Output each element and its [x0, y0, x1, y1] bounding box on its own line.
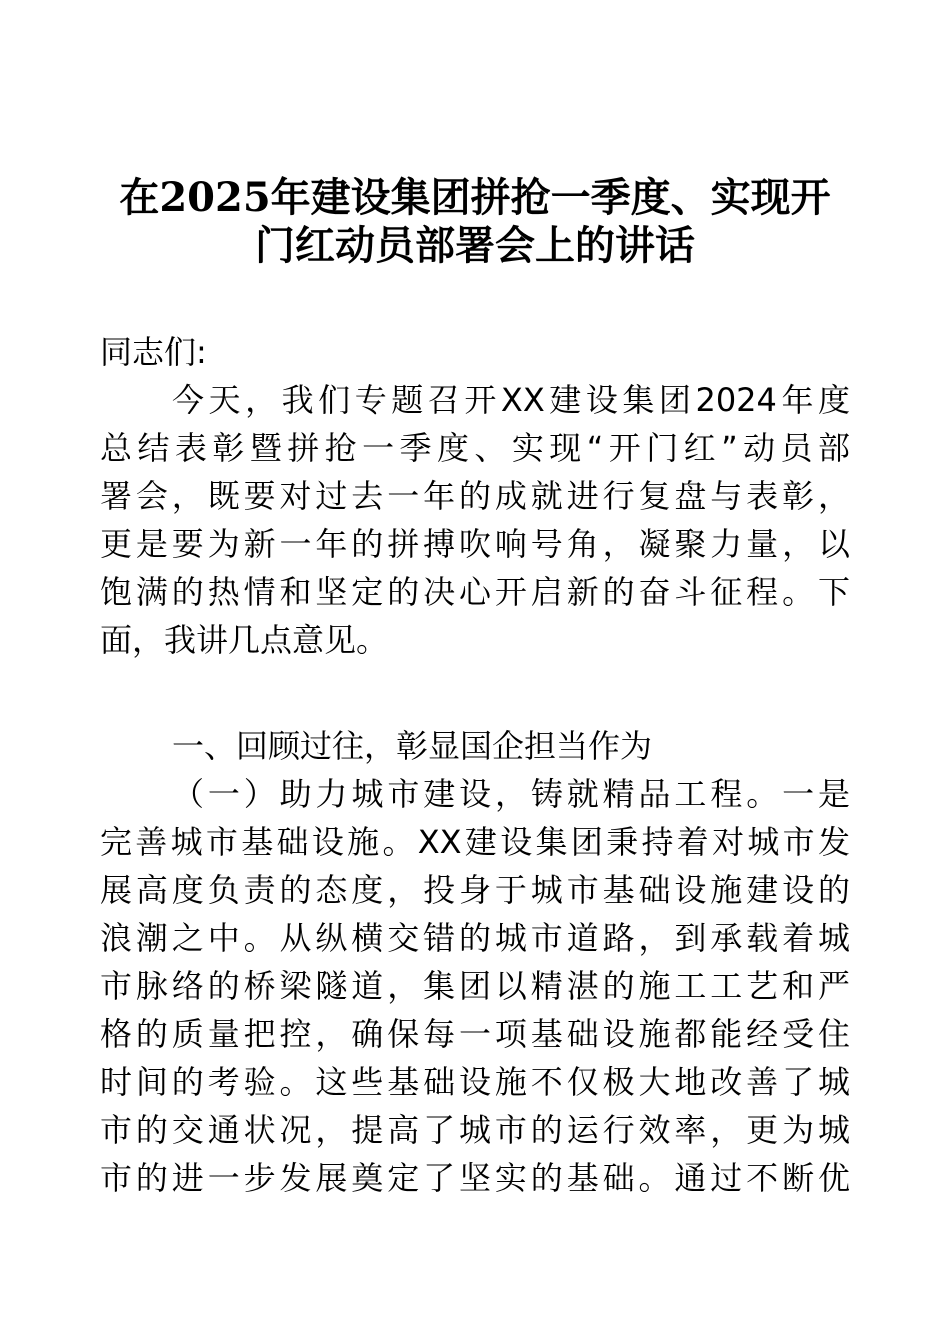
document-title-line-1: 在2025年建设集团拼抢一季度、实现开 — [119, 174, 831, 221]
intro-line-4: 更是要为新一年的拼搏吹响号角，凝聚力量，以 — [100, 525, 850, 563]
intro-line-5: 饱满的热情和坚定的决心开启新的奋斗征程。下 — [100, 573, 850, 611]
section-1-line-5: 市脉络的桥梁隧道，集团以精湛的施工工艺和严 — [100, 967, 850, 1005]
intro-line-2: 总结表彰暨拼抢一季度、实现“开门红”动员部 — [100, 429, 850, 467]
section-1-line-6: 格的质量把控，确保每一项基础设施都能经受住 — [100, 1015, 850, 1053]
section-1-line-7: 时间的考验。这些基础设施不仅极大地改善了城 — [100, 1063, 850, 1101]
intro-line-3: 署会，既要对过去一年的成就进行复盘与表彰， — [100, 477, 850, 515]
section-1-line-1: （一）助力城市建设，铸就精品工程。一是 — [172, 775, 850, 813]
intro-line-6: 面，我讲几点意见。 — [100, 621, 389, 659]
section-1-heading: 一、回顾过往，彰显国企担当作为 — [172, 727, 653, 765]
section-1-line-2: 完善城市基础设施。XX建设集团秉持着对城市发 — [100, 823, 850, 861]
section-1-line-3: 展高度负责的态度，投身于城市基础设施建设的 — [100, 871, 850, 909]
document-title-line-2: 门红动员部署会上的讲话 — [255, 222, 695, 269]
section-1-line-9: 市的进一步发展奠定了坚实的基础。通过不断优 — [100, 1159, 850, 1197]
section-1-line-8: 市的交通状况，提高了城市的运行效率，更为城 — [100, 1111, 850, 1149]
section-1-line-4: 浪潮之中。从纵横交错的城市道路，到承载着城 — [100, 919, 850, 957]
intro-line-1: 今天，我们专题召开XX建设集团2024年度 — [172, 381, 850, 419]
salutation: 同志们: — [100, 333, 207, 371]
